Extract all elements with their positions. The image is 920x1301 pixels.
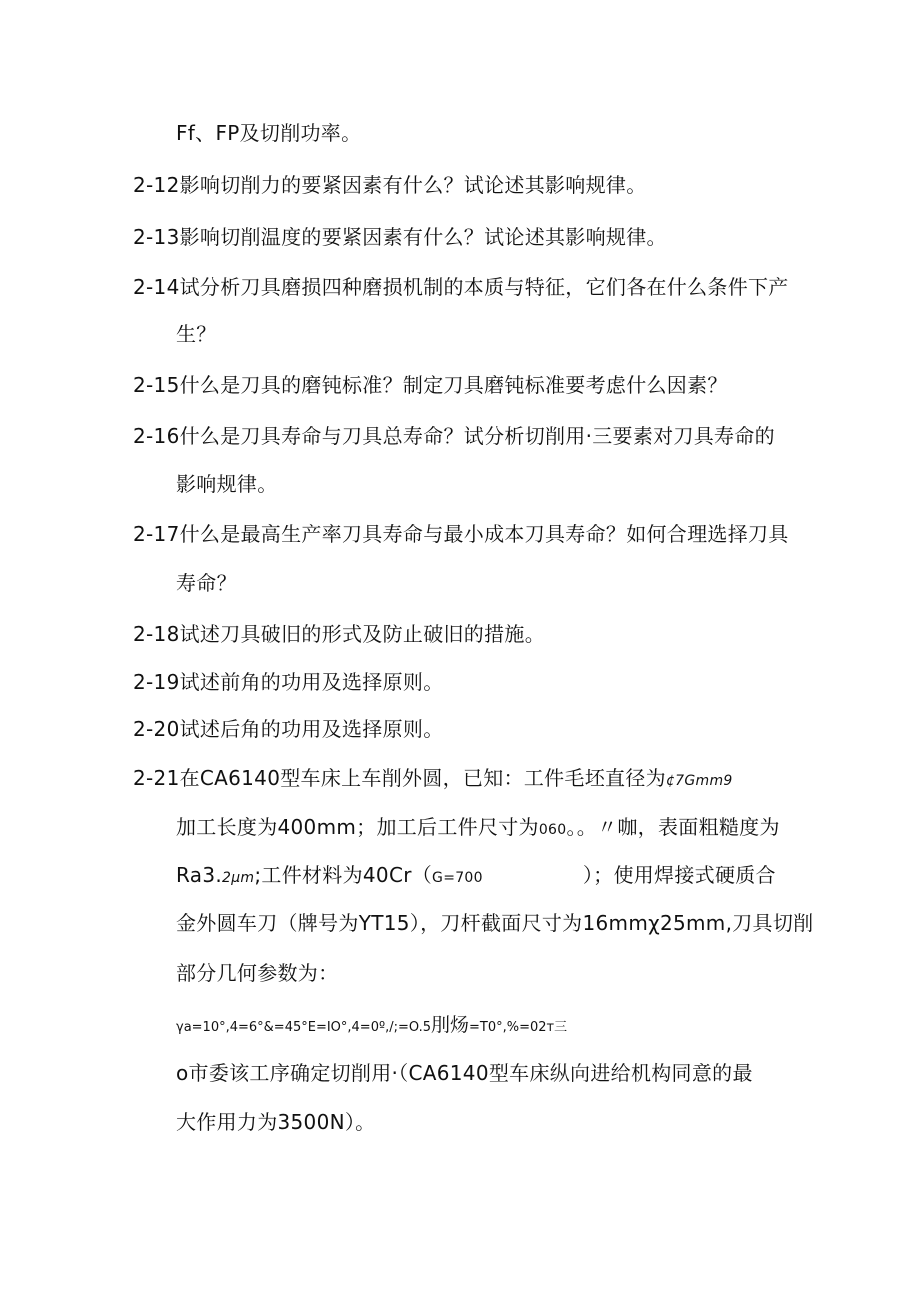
angle-values-cont: =T0°,%=02т三 <box>469 1020 568 1035</box>
blank-diameter: ¢7Gmm9 <box>665 773 733 789</box>
question-2-18: 2-18试述刀具破旧的形式及防止破旧的措施。 <box>133 622 545 646</box>
question-2-19: 2-19试述前角的功用及选择原则。 <box>133 670 444 694</box>
question-2-20: 2-20试述后角的功用及选择原则。 <box>133 717 444 741</box>
question-2-21 <box>133 766 733 793</box>
question-2-21-line6: o市委该工序确定切削用·（CA6140型车床纵向进给机构同意的最 <box>176 1061 753 1085</box>
question-2-21-text: 2-21在CA6140型车床上车削外圆，已知：工件毛坯直径为 <box>133 766 666 790</box>
question-2-13: 2-13影响切削温度的要紧因素有什么？试论述其影响规律。 <box>133 225 667 249</box>
question-2-21-line2 <box>176 815 780 842</box>
question-2-15: 2-15什么是刀具的磨钝标准？制定刀具磨钝标准要考虑什么因素？ <box>133 373 728 397</box>
question-2-16: 2-16什么是刀具寿命与刀具总寿命？试分析切削用·三要素对刀具寿命的 <box>133 424 775 448</box>
question-2-21-line4: 金外圆车刀（牌号为YT15），刀杆截面尺寸为16mmχ25mm,刀具切削 <box>176 911 814 935</box>
question-2-12: 2-12影响切削力的要紧因素有什么？试论述其影响规律。 <box>133 173 647 197</box>
question-2-21-line3 <box>176 863 776 890</box>
question-2-21-line5: 部分几何参数为： <box>176 961 339 985</box>
material-text: ;工件材料为40Cr（ <box>254 863 433 887</box>
ra-label: Ra3. <box>176 863 222 887</box>
question-2-17-cont: 寿命？ <box>176 571 237 595</box>
length-text: 加工长度为400mm；加工后工件尺寸为 <box>176 815 539 839</box>
question-2-14: 2-14试分析刀具磨损四种磨损机制的本质与特征，它们各在什么条件下产 <box>133 275 789 299</box>
tool-text: ）；使用焊接式硬质合 <box>582 863 776 887</box>
question-2-14-cont: 生？ <box>176 322 217 346</box>
question-2-16-cont: 影响规律。 <box>176 472 278 496</box>
angle-values: γa=10°,4=6°&=45°E=IO°,4=0º,/;=O.5 <box>176 1020 431 1035</box>
question-2-17: 2-17什么是最高生产率刀具寿命与最小成本刀具寿命？如何合理选择刀具 <box>133 522 789 546</box>
garbled-chars: 刖炀 <box>431 1014 470 1036</box>
finished-size: 060 <box>538 822 567 838</box>
strength-value: G=700 <box>432 870 483 886</box>
roughness-text: 。。〃咖，表面粗糙度为 <box>566 815 780 839</box>
ra-value: 2μm <box>222 870 255 886</box>
geometry-parameters <box>176 1016 567 1037</box>
text-line-power: Ff、FP及切削功率。 <box>176 121 362 145</box>
question-2-21-line7: 大作用力为3500N）。 <box>176 1110 376 1134</box>
